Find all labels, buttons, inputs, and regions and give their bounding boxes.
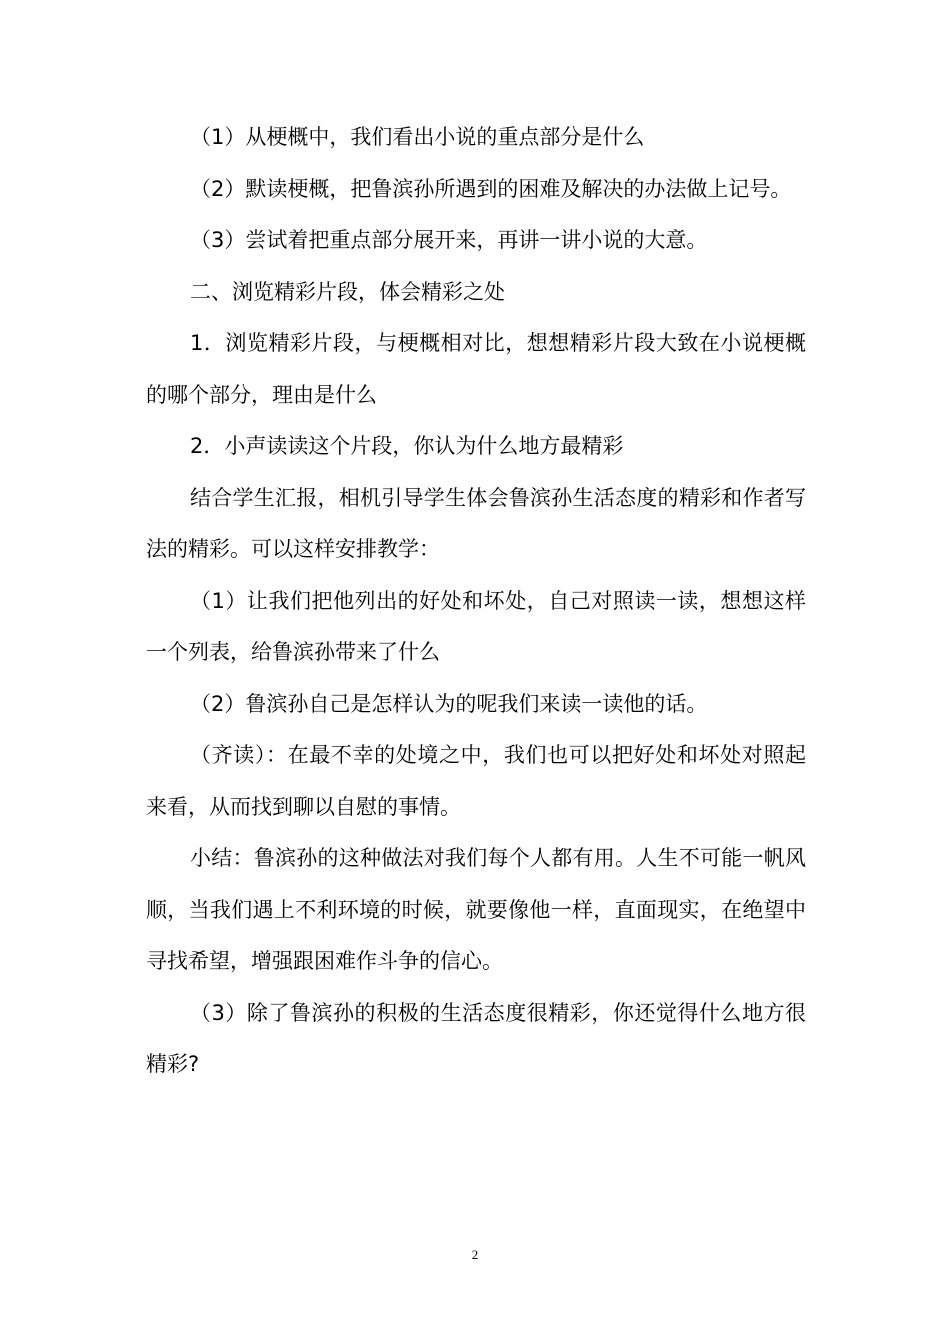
section-heading: 二、浏览精彩片段，体会精彩之处 (190, 279, 505, 304)
paragraph: 小结：鲁滨孙的这种做法对我们每个人都有用。人生不可能一帆风顺，当我们遇上不利环境的时候，就要像他一样，直面现实，在绝望中寻找希望，增强跟困难作斗争的信心。 (146, 846, 806, 973)
paragraph: （3）除了鲁滨孙的积极的生活态度很精彩，你还觉得什么地方很精彩? (146, 1000, 806, 1076)
paragraph: 1．浏览精彩片段，与梗概相对比，想想精彩片段大致在小说梗概的哪个部分，理由是什么 (146, 331, 806, 407)
paragraph: （3）尝试着把重点部分展开来，再讲一讲小说的大意。 (190, 228, 708, 252)
paragraph: （1）让我们把他列出的好处和坏处，自己对照读一读，想想这样一个列表，给鲁滨孙带来了什么 (146, 588, 806, 664)
paragraph: （1）从梗概中，我们看出小说的重点部分是什么 (190, 125, 645, 149)
paragraph: （齐读）：在最不幸的处境之中，我们也可以把好处和坏处对照起来看，从而找到聊以自慰的事情。 (146, 743, 806, 819)
paragraph: （2）默读梗概，把鲁滨孙所遇到的困难及解决的办法做上记号。 (190, 176, 792, 201)
document-body (146, 112, 806, 1091)
paragraph: 2．小声读读这个片段，你认为什么地方最精彩 (190, 434, 624, 458)
paragraph: 结合学生汇报，相机引导学生体会鲁滨孙生活态度的精彩和作者写法的精彩。可以这样安排教学： (146, 485, 806, 561)
page-number: 2 (471, 1247, 479, 1262)
paragraph: （2）鲁滨孙自己是怎样认为的呢我们来读一读他的话。 (190, 691, 708, 716)
